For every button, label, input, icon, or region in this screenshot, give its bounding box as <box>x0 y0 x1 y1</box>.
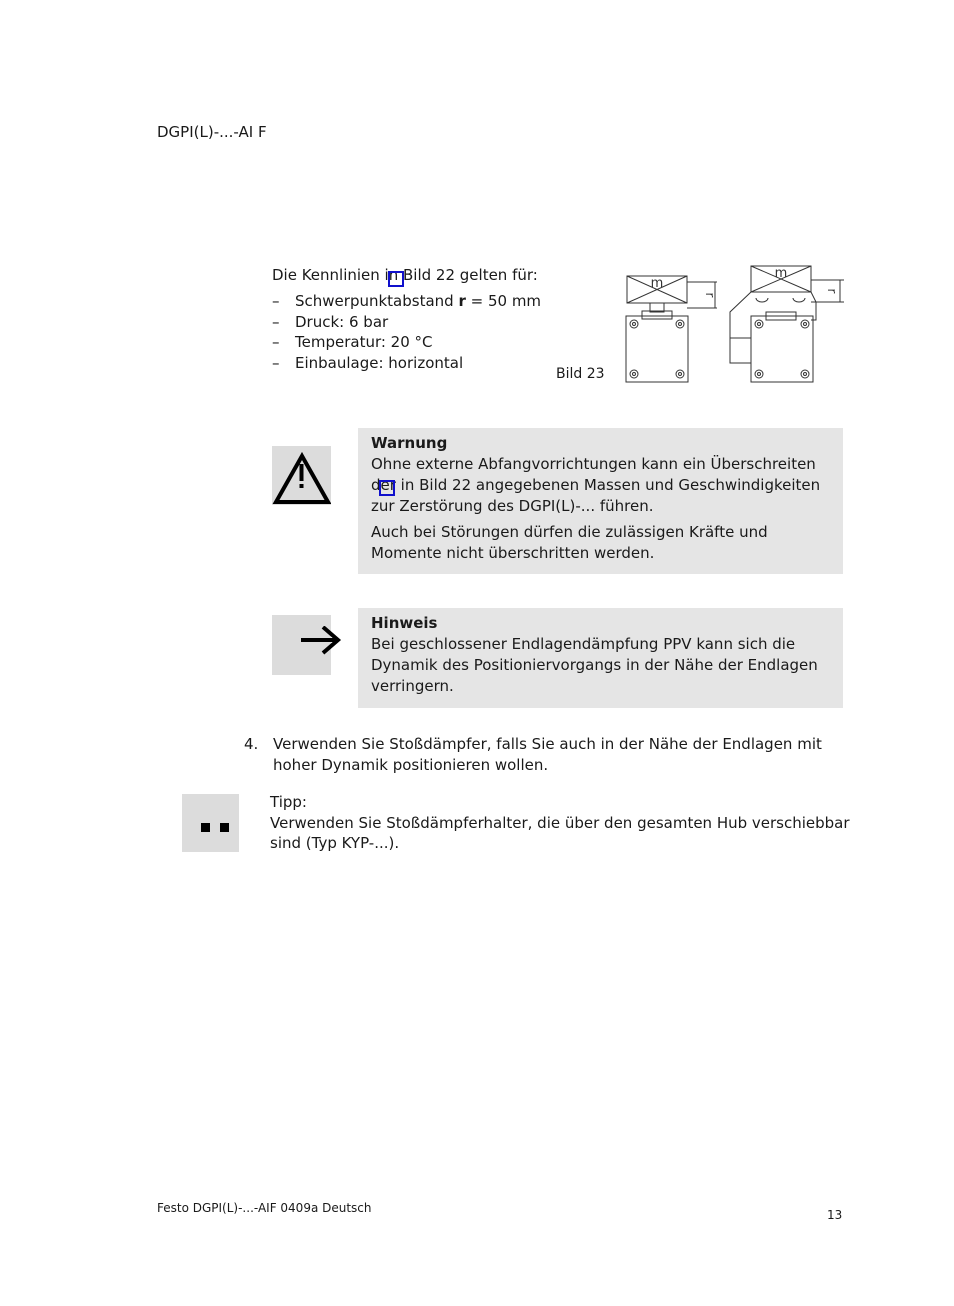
diagram-right-unit <box>730 266 844 382</box>
note-title: Hinweis <box>371 614 438 632</box>
note-text: Bei geschlossener Endlagendämpfung PPV kann sich die Dynamik des Positioniervorgangs in der Nähe der Endlagen verringern. <box>371 635 818 695</box>
warning-box <box>358 428 843 574</box>
warning-icon-box <box>272 446 331 505</box>
conditions-list <box>272 291 541 374</box>
list-item: – Temperatur: 20 °C <box>272 333 433 352</box>
arrow-right-icon <box>301 626 343 656</box>
list-item: – Einbaulage: horizontal <box>272 354 464 373</box>
link-marker[interactable] <box>379 480 395 496</box>
distance-label: r <box>825 288 839 294</box>
document-footer: Festo DGPI(L)-...-AIF 0409a Deutsch <box>157 1201 372 1215</box>
tip-label: Tipp: <box>270 793 307 811</box>
intro-lead: Die Kennlinien in Bild 22 gelten für: <box>272 266 538 284</box>
link-marker[interactable] <box>388 271 404 287</box>
warning-title: Warnung <box>371 434 448 452</box>
warning-text-1: Ohne externe Abfangvorrichtungen kann ein Überschreiten der in Bild 22 angegebenen Massen und Geschwindigkeiten zur Zerstörung des DGPI(L)-... führen. <box>371 455 821 515</box>
mass-label: m <box>650 276 664 291</box>
note-box <box>358 608 843 708</box>
step-number: 4. <box>244 735 259 753</box>
warning-text-2: Auch bei Störungen dürfen die zulässigen Kräfte und Momente nicht überschritten werden. <box>371 523 768 562</box>
distance-label: r <box>703 292 717 298</box>
document-header: DGPI(L)-...-AI F <box>157 123 267 141</box>
figure-caption: Bild 23 <box>556 366 605 382</box>
mounting-diagram <box>620 262 845 387</box>
diagram-left-unit <box>626 276 717 382</box>
list-item: – Druck: 6 bar <box>272 312 389 331</box>
three-dots-icon <box>182 794 239 852</box>
mass-label: m <box>774 266 788 281</box>
page-number: 13 <box>827 1208 843 1222</box>
tip-text: Verwenden Sie Stoßdämpferhalter, die über den gesamten Hub verschiebbar sind (Typ KYP-...). <box>270 813 850 852</box>
step-text: Verwenden Sie Stoßdämpfer, falls Sie auch in der Nähe der Endlagen mit hoher Dynamik positionieren wollen. <box>273 735 822 774</box>
intro-section <box>272 265 541 374</box>
list-item: – Schwerpunktabstand r = 50 mm <box>272 292 542 310</box>
three-dots-icon-part <box>201 823 210 832</box>
tip-icon-box <box>182 794 239 852</box>
tip-section <box>270 792 850 854</box>
warning-triangle-icon <box>272 446 331 505</box>
step-4 <box>244 734 844 775</box>
